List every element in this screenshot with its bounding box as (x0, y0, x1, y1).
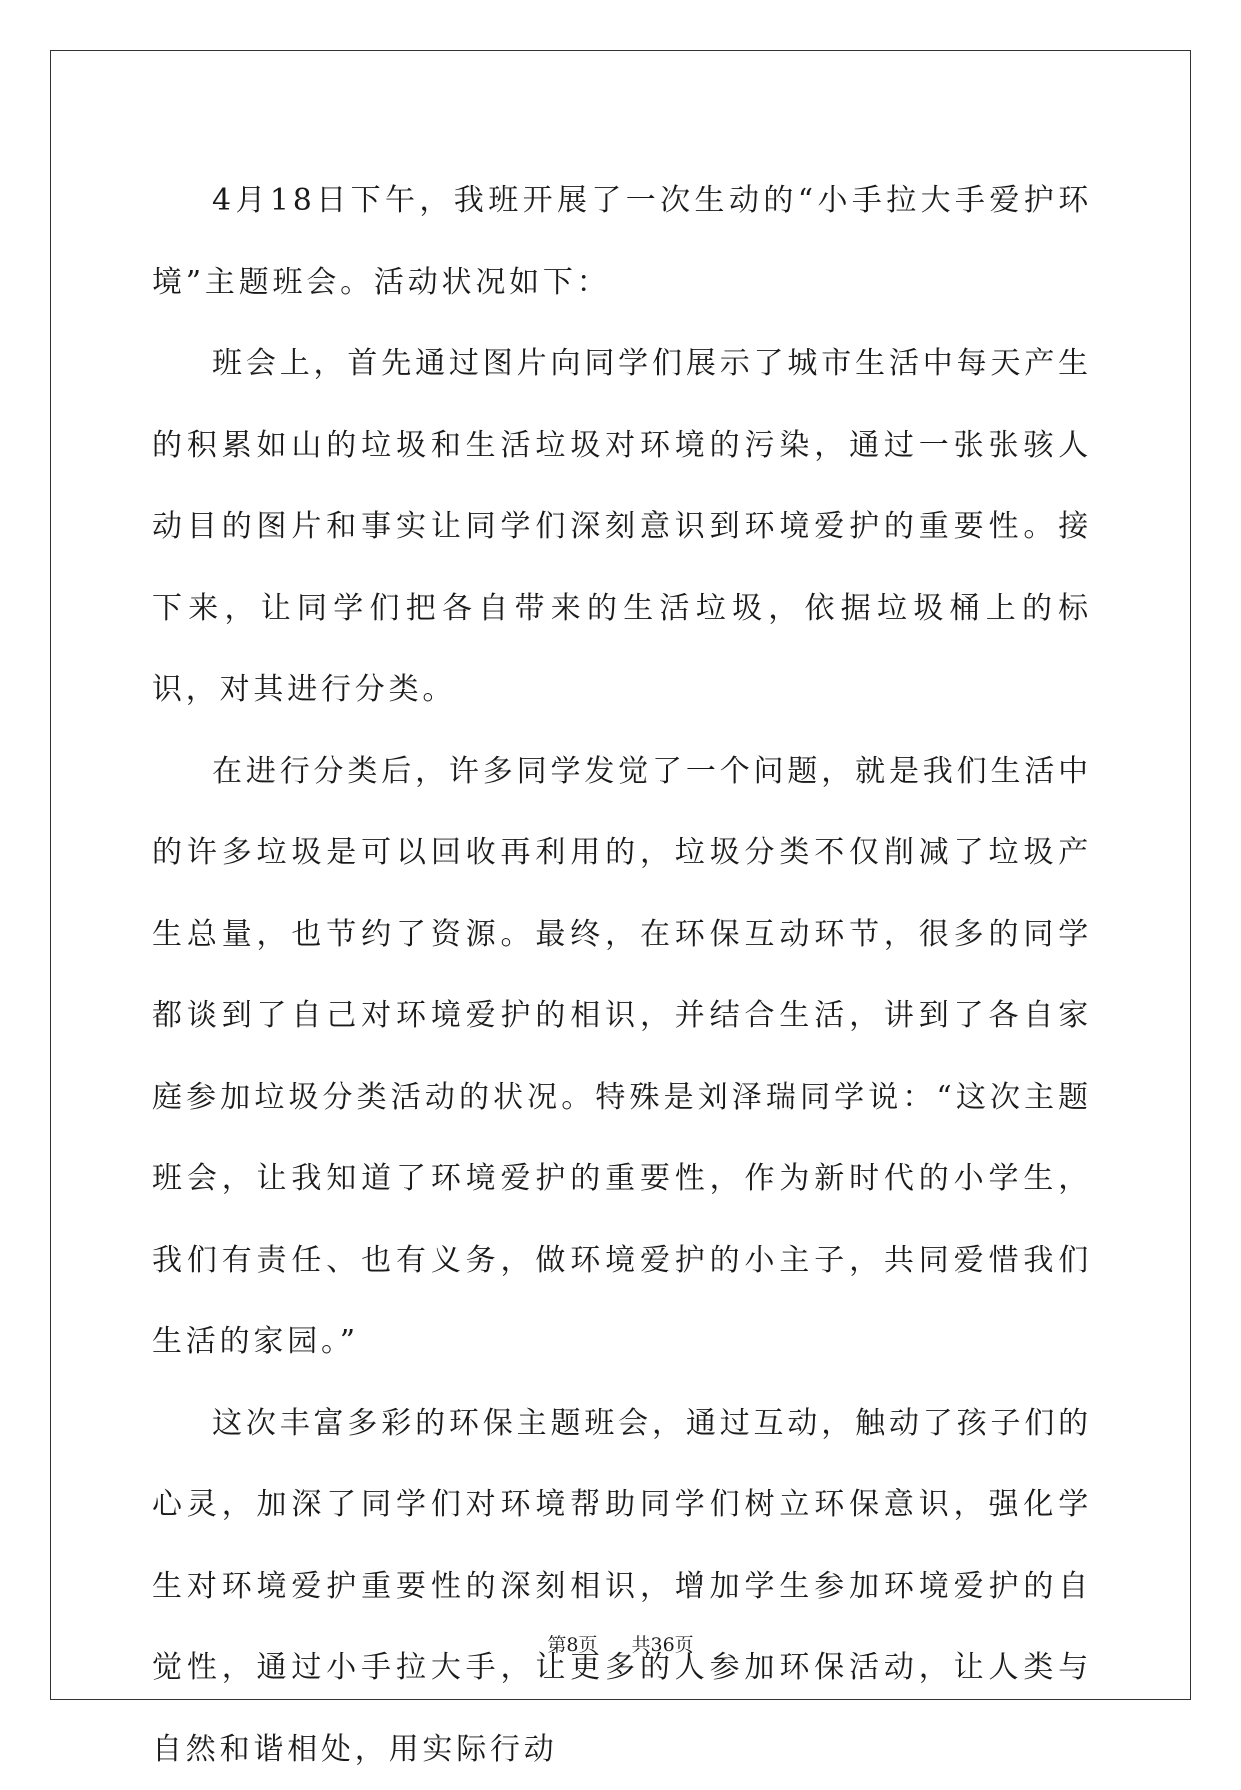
paragraph-1: 4月18日下午，我班开展了一次生动的“小手拉大手爱护环境”主题班会。活动状况如下： (152, 160, 1092, 323)
page-total: 共36页 (632, 1630, 694, 1657)
paragraph-4: 这次丰富多彩的环保主题班会，通过互动，触动了孩子们的心灵，加深了同学们对环境帮助同学们树立环保意识，强化学生对环境爱护重要性的深刻相识，增加学生参加环境爱护的自觉性，通过小手拉大手，让更多的人参加环保活动，让人类与自然和谐相处，用实际行动 (152, 1383, 1092, 1790)
paragraph-3: 在进行分类后，许多同学发觉了一个问题，就是我们生活中的许多垃圾是可以回收再利用的，垃圾分类不仅削减了垃圾产生总量，也节约了资源。最终，在环保互动环节，很多的同学都谈到了自己对环境爱护的相识，并结合生活，讲到了各自家庭参加垃圾分类活动的状况。特殊是刘泽瑞同学说：“这次主题班会，让我知道了环境爱护的重要性，作为新时代的小学生，我们有责任、也有义务，做环境爱护的小主子，共同爱惜我们生活的家园。” (152, 731, 1092, 1383)
paragraph-2: 班会上，首先通过图片向同学们展示了城市生活中每天产生的积累如山的垃圾和生活垃圾对环境的污染，通过一张张骇人动目的图片和事实让同学们深刻意识到环境爱护的重要性。接下来，让同学们把各自带来的生活垃圾，依据垃圾桶上的标识，对其进行分类。 (152, 323, 1092, 731)
page-number: 第8页 (547, 1630, 597, 1657)
page-footer (0, 1630, 1241, 1657)
document-body (152, 160, 1092, 1790)
